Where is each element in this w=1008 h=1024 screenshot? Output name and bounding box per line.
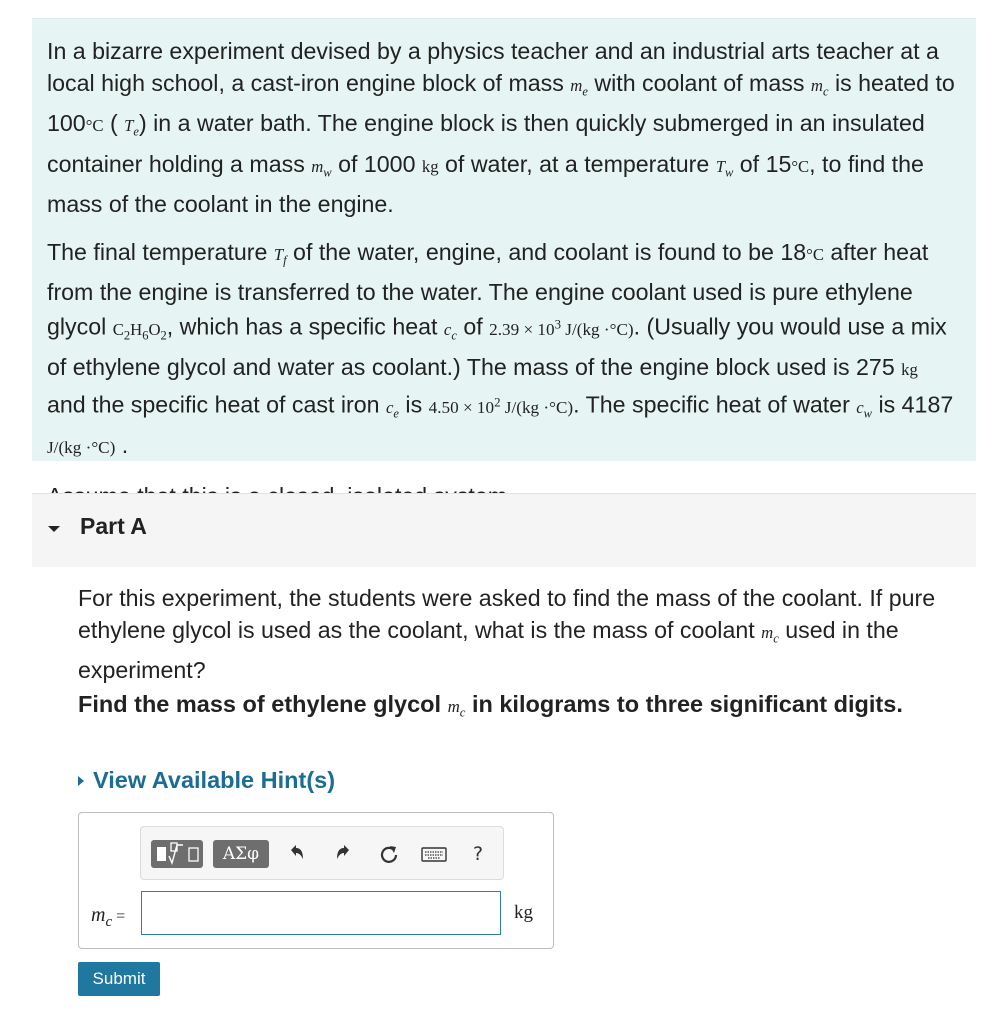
value-ce: $4.50 \times 10^2$ J/(kg ·°C) xyxy=(428,395,574,418)
intro-paragraph-1: In a bizarre experiment devised by a physics teacher and an industrial arts teacher at a local high school, a cast-iron engine block of mass $m_e$ with coolant of mass $m_c$ is heated to 100°C ( $T_e$) in a water bath. The engine block is then quickly submerged in an insulated container holding a mass $m_w$ of 1000 kg of water, at a temperature $T_w$ of 15°C, to find the mass of the coolant in the engine. xyxy=(47,38,955,217)
var-mc: $m_c$ xyxy=(761,623,779,646)
templates-icon xyxy=(151,840,203,868)
answer-unit: kg xyxy=(514,902,533,923)
part-a-header[interactable] xyxy=(32,493,976,567)
help-button[interactable]: ? xyxy=(472,843,484,865)
var-ce: $c_e$ xyxy=(386,398,399,421)
view-hints-link[interactable]: View Available Hint(s) xyxy=(78,767,335,794)
question-text: For this experiment, the students were asked to find the mass of the coolant. If pure ethylene glycol is used as the coolant, what is the mass of coolant $m_c$ used in the experiment? xyxy=(78,585,936,684)
var-me: $m_e$ xyxy=(570,76,588,99)
keyboard-icon[interactable] xyxy=(419,840,449,868)
var-Te: $T_e$ xyxy=(124,116,139,139)
var-Tf: $T_f$ xyxy=(273,244,287,268)
var-Tw: $T_w$ xyxy=(715,156,734,179)
templates-button[interactable] xyxy=(151,840,203,868)
var-cc: $c_c$ xyxy=(443,320,457,343)
greek-symbols-button[interactable]: ΑΣφ xyxy=(213,840,269,868)
redo-icon[interactable] xyxy=(332,840,356,868)
intro-paragraph-2: The final temperature $T_f$ of the water, engine, and coolant is found to be 18°C after heat from the engine is transferred to the water. The engine coolant used is pure ethylene glycol $C_2H_6O_2$, which has a specific heat $c_c$ of $2.39 \times 10^3$ J/(kg ·°C). (Usually you would use a mix of ethylene glycol and water as coolant.) The mass of the engine block used is 275 kg and the specific heat of cast iron $c_e$ is $4.50 \times 10^2$ J/(kg ·°C). The specific heat of water $c_w$ is 4187 J/(kg ·°C) . xyxy=(47,238,954,459)
var-mc: $m_c$ xyxy=(810,76,829,99)
caret-down-icon[interactable] xyxy=(48,526,60,532)
math-toolbar xyxy=(140,826,504,880)
part-title: Part A xyxy=(80,513,147,539)
problem-statement xyxy=(32,18,976,461)
answer-input[interactable] xyxy=(141,891,501,935)
answer-variable-label: $m_c$ = xyxy=(91,904,126,930)
value-cc: $2.39 \times 10^3$ J/(kg ·°C) xyxy=(489,317,634,340)
submit-button[interactable]: Submit xyxy=(78,962,160,996)
triangle-right-icon xyxy=(78,776,84,786)
reset-icon[interactable] xyxy=(377,840,401,868)
formula-ethylene-glycol: $C_2H_6O_2$ xyxy=(112,320,167,343)
answer-box xyxy=(78,812,554,949)
var-mw: $m_w$ xyxy=(311,156,332,179)
var-mc: $m_c$ xyxy=(447,697,466,720)
answer-instruction: Find the mass of ethylene glycol $m_c$ in kilograms to three significant digits. xyxy=(78,691,903,720)
undo-icon[interactable] xyxy=(284,840,308,868)
var-cw: $c_w$ xyxy=(856,398,873,421)
